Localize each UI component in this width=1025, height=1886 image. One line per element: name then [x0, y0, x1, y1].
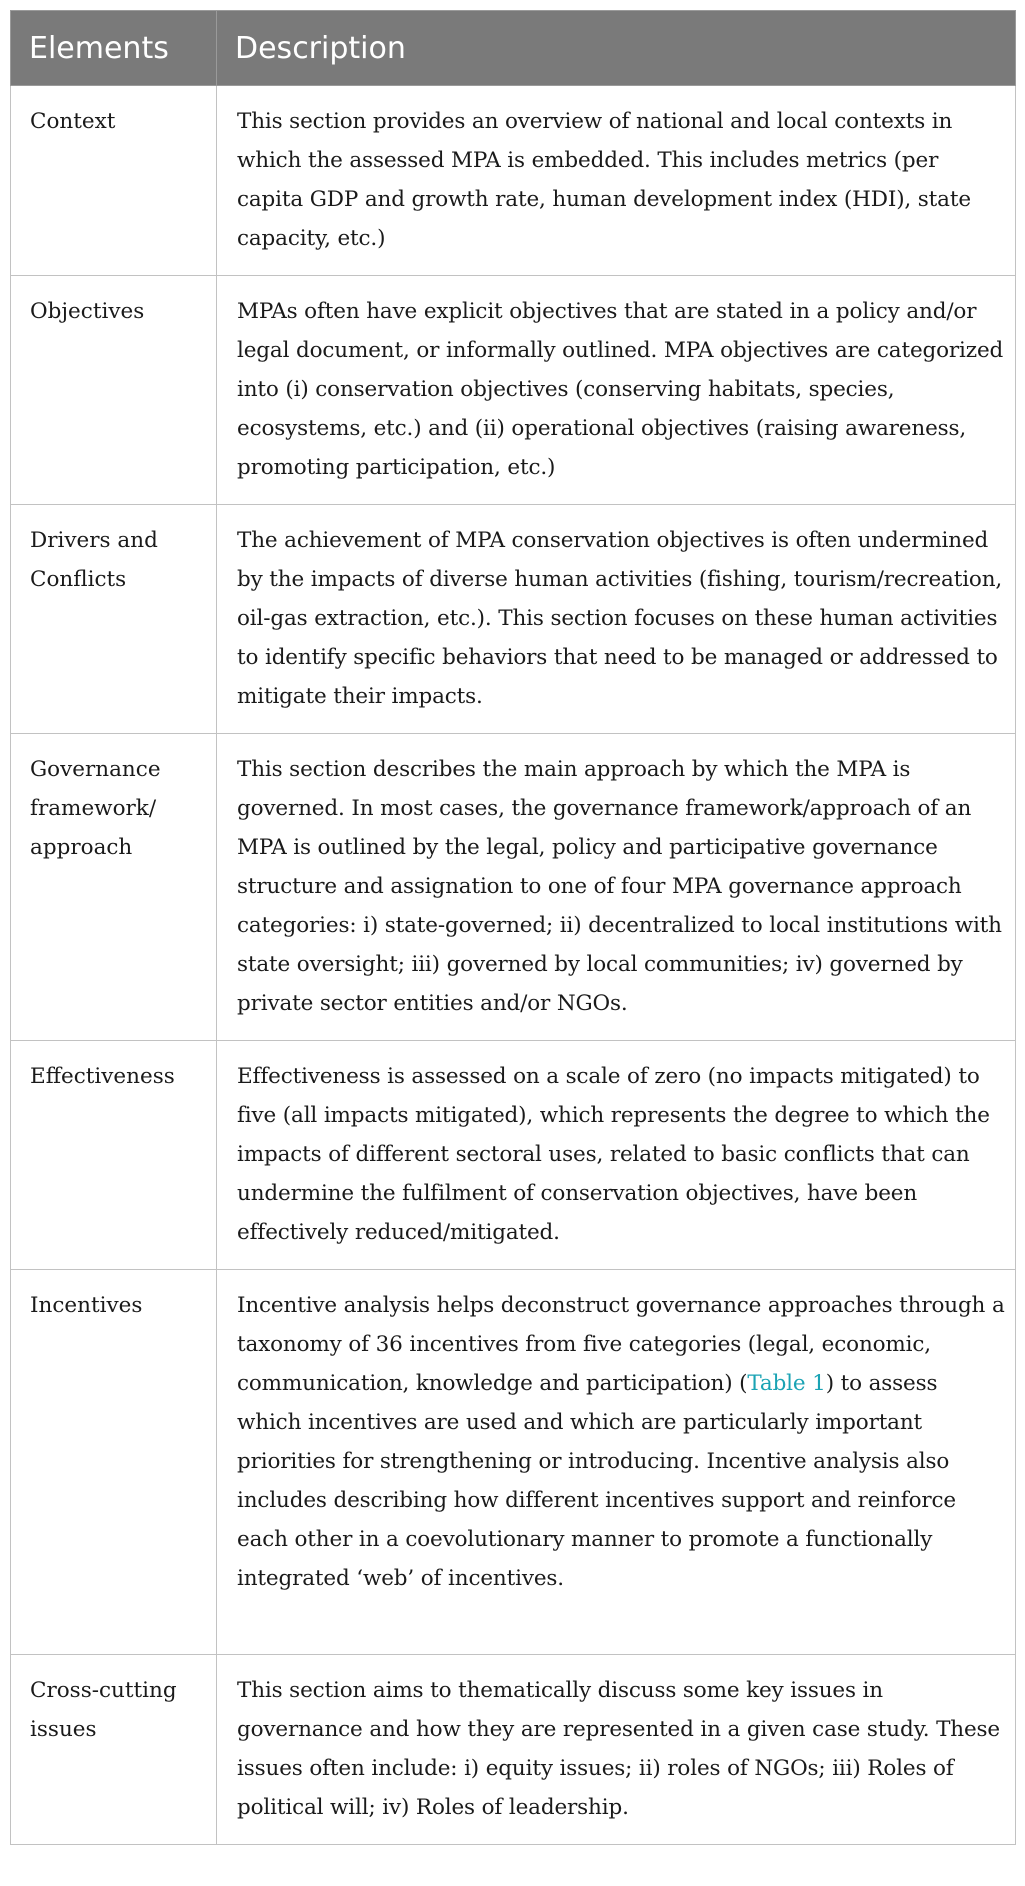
table-body: [11, 86, 1016, 1845]
table-row-governance: [11, 734, 1016, 1041]
description-cell: This section describes the main approach by which the MPA is governed. In most cases, the governance framework/approach of an MPA is outlined by the legal, policy and participative governance structure and assignation to one of four MPA governance approach categories: i) state-governed; ii) decentralized to local institutions with state oversight; iii) governed by local communities; iv) governed by private sector entities and/or NGOs.: [217, 734, 1016, 1041]
element-cell: Context: [11, 86, 217, 276]
description-cell: The achievement of MPA conservation objectives is often undermined by the impacts of diverse human activities (fishing, tourism/recreation, oil-gas extraction, etc.). This section focuses on these human activities to identify specific behaviors that need to be managed or addressed to mitigate their impacts.: [217, 505, 1016, 734]
table-1-link[interactable]: Table 1: [747, 1371, 826, 1396]
table-row-objectives: [11, 276, 1016, 505]
table-row-drivers-and-conflicts: [11, 505, 1016, 734]
description-cell: Effectiveness is assessed on a scale of zero (no impacts mitigated) to five (all impacts mitigated), which represents the degree to which the impacts of different sectoral uses, related to basic conflicts that can undermine the fulfilment of conservation objectives, have been effectively reduced/mitigated.: [217, 1041, 1016, 1270]
table-row-cross-cutting: [11, 1655, 1016, 1845]
description-text-before: Incentive analysis helps deconstruct governance approaches through a taxonomy of 36 incentives from five categories (legal, economic, communication, knowledge and participation) (: [237, 1293, 1005, 1396]
description-cell: This section aims to thematically discuss some key issues in governance and how they are represented in a given case study. These issues often include: i) equity issues; ii) roles of NGOs; iii) Roles of political will; iv) Roles of leadership.: [217, 1655, 1016, 1845]
element-cell: Governance framework/ approach: [11, 734, 217, 1041]
element-cell: Incentives: [11, 1270, 217, 1655]
description-cell: MPAs often have explicit objectives that are stated in a policy and/or legal document, or informally outlined. MPA objectives are categorized into (i) conservation objectives (conserving habitats, species, ecosystems, etc.) and (ii) operational objectives (raising awareness, promoting participation, etc.): [217, 276, 1016, 505]
description-cell: [217, 1270, 1016, 1655]
table-row-effectiveness: [11, 1041, 1016, 1270]
elements-description-table: [10, 10, 1016, 1845]
description-cell: This section provides an overview of national and local contexts in which the assessed MPA is embedded. This includes metrics (per capita GDP and growth rate, human development index (HDI), state capacity, etc.): [217, 86, 1016, 276]
table-row-context: [11, 86, 1016, 276]
table-container: [10, 10, 1015, 1845]
table-row-incentives: [11, 1270, 1016, 1655]
element-cell: Cross-cutting issues: [11, 1655, 217, 1845]
element-cell: Objectives: [11, 276, 217, 505]
element-cell: Drivers and Conflicts: [11, 505, 217, 734]
element-cell: Effectiveness: [11, 1041, 217, 1270]
table-header: [11, 11, 1016, 86]
header-row: [11, 11, 1016, 86]
header-elements: Elements: [11, 11, 217, 86]
description-text-after: ) to assess which incentives are used and which are particularly important priorities for strengthening or introducing. Incentive analysis also includes describing how different incentives support and reinforce each other in a coevolutionary manner to promote a functionally integrated ‘web’ of incentives.: [237, 1371, 956, 1591]
header-description: Description: [217, 11, 1016, 86]
